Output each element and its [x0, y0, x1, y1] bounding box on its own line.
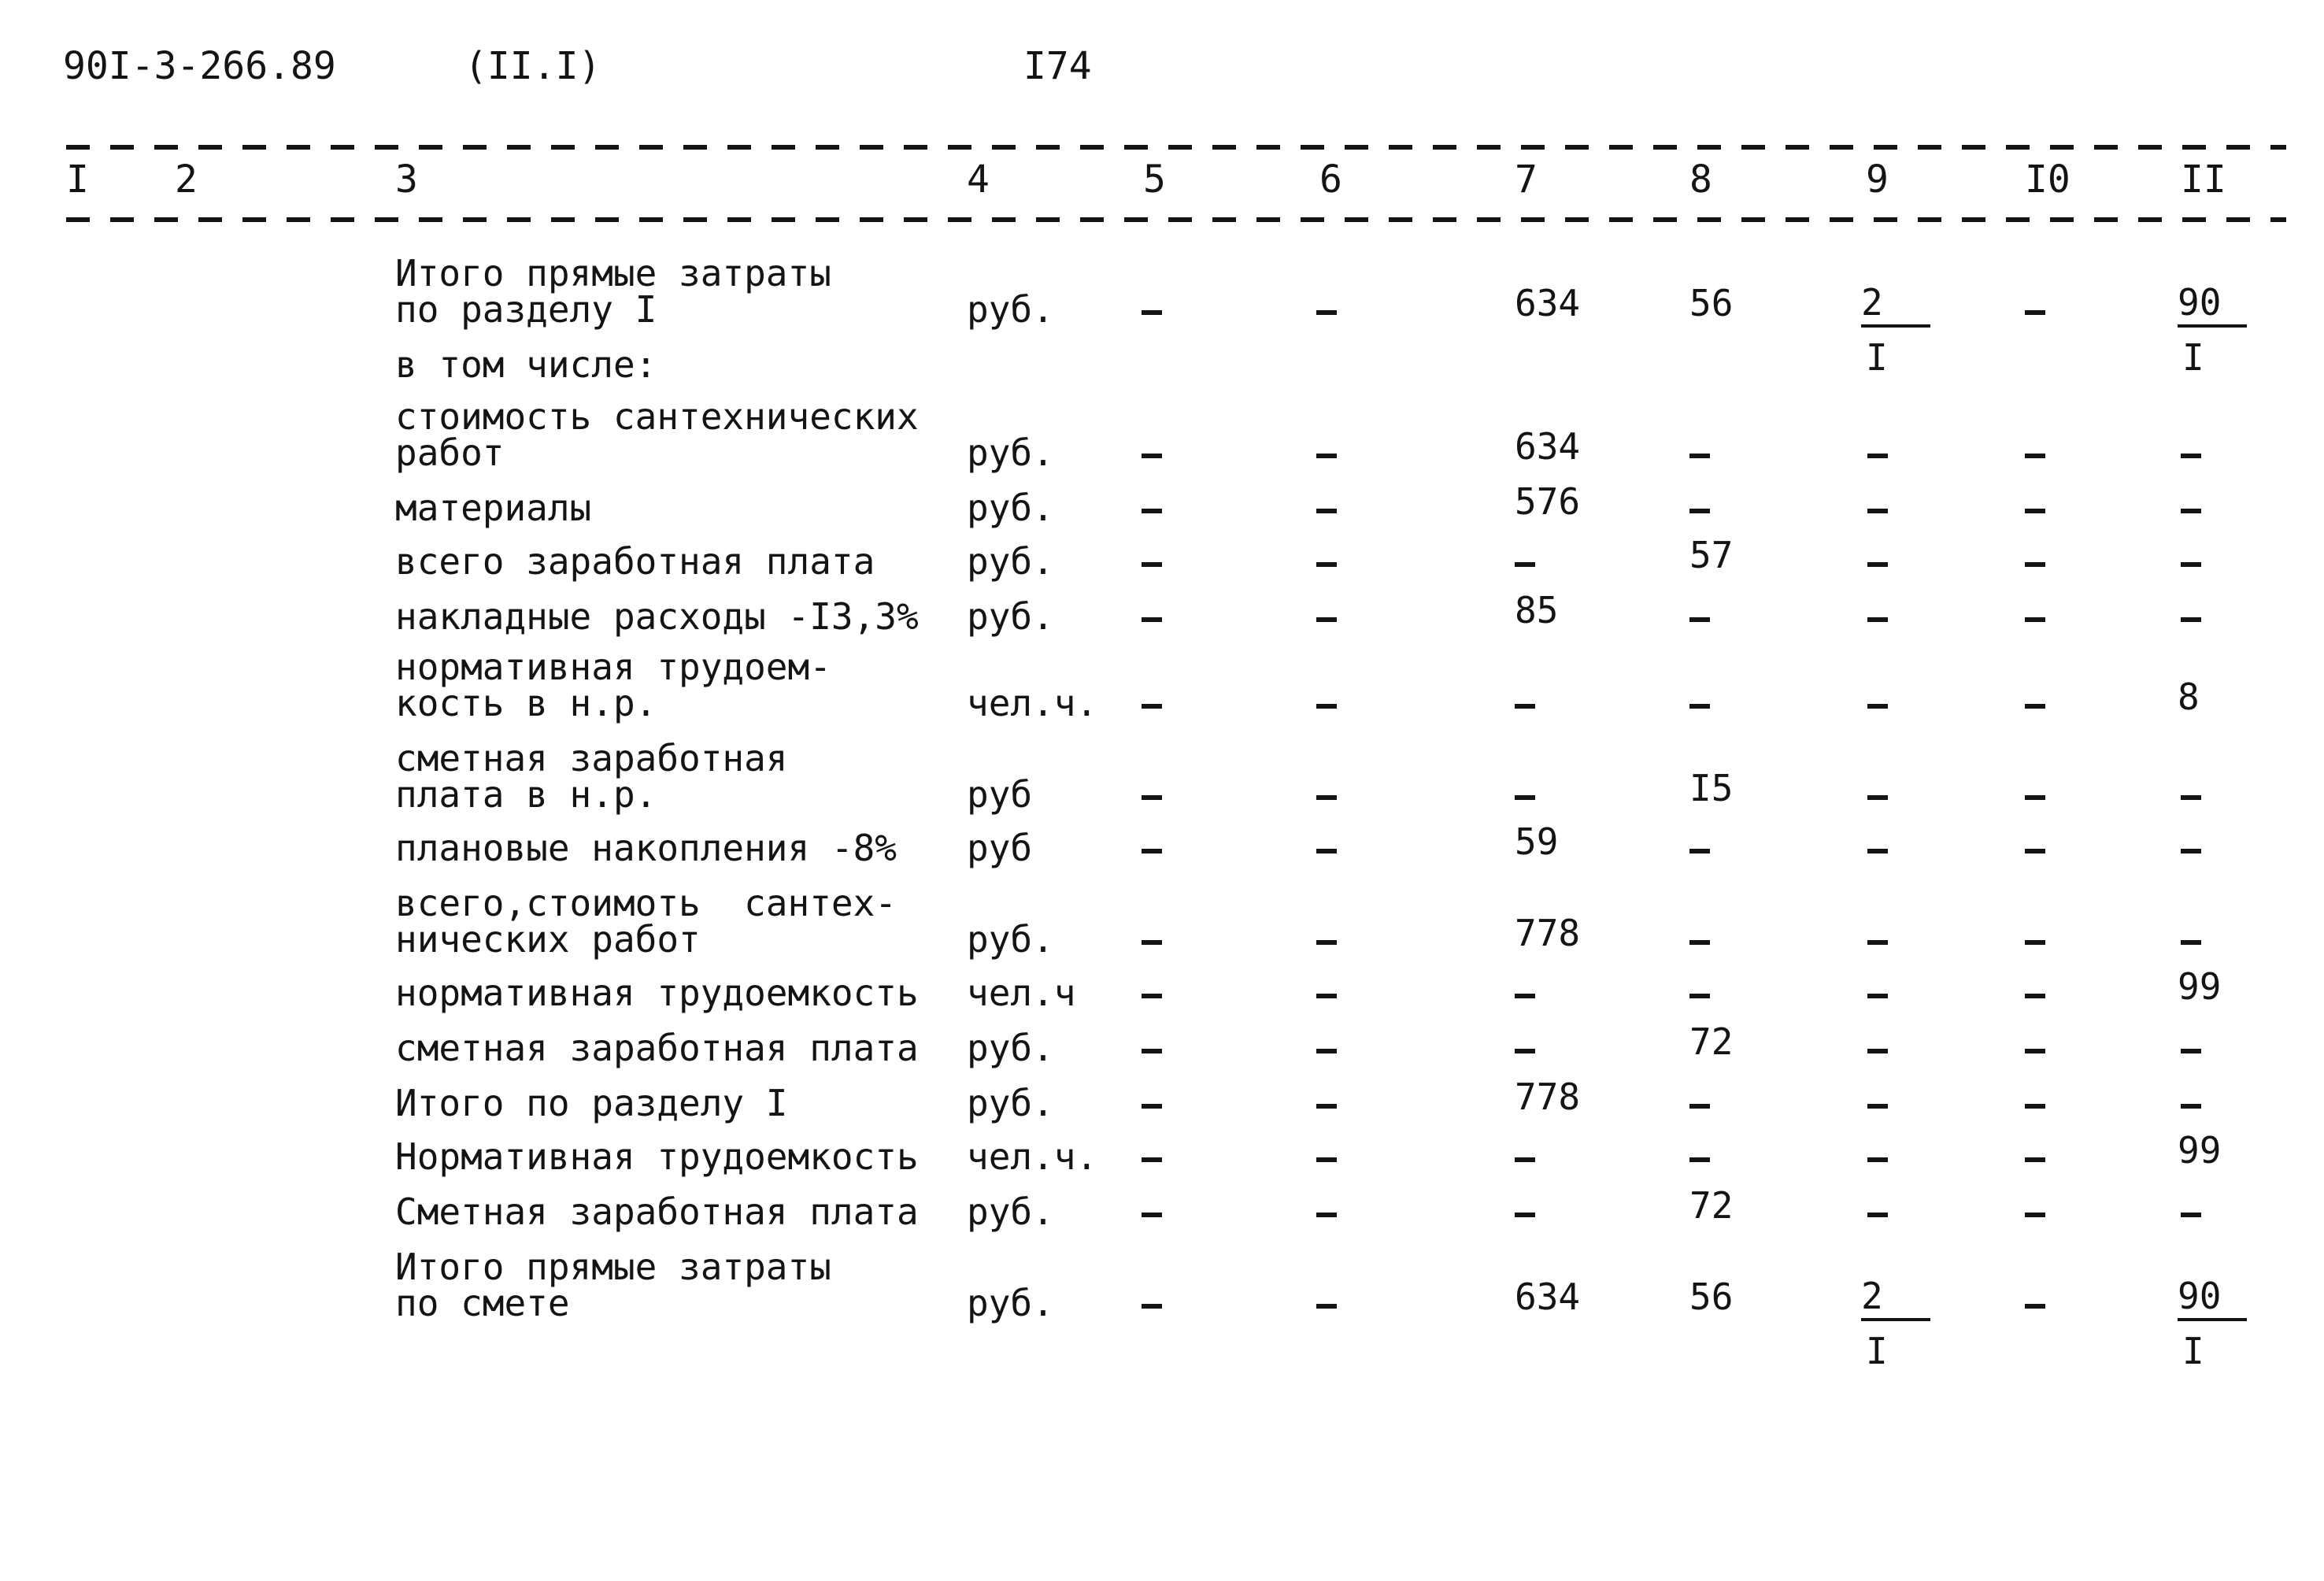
empty-cell-dash: [1142, 795, 1162, 800]
empty-cell-dash: [2181, 454, 2201, 458]
fraction-denominator: I: [2182, 1330, 2204, 1372]
cell-value: 778: [1515, 1076, 1581, 1118]
cell-value: I5: [1689, 767, 1734, 809]
column-header-11: II: [2181, 157, 2226, 202]
cell-value: 56: [1689, 1276, 1734, 1318]
empty-cell-dash: [1515, 994, 1535, 998]
row-description: Итого прямые затраты: [395, 1246, 831, 1288]
empty-cell-dash: [1316, 994, 1337, 998]
empty-cell-dash: [2181, 795, 2201, 800]
empty-cell-dash: [2025, 617, 2045, 622]
empty-cell-dash: [1867, 1049, 1888, 1053]
row-unit: руб.: [967, 431, 1054, 474]
empty-cell-dash: [2181, 849, 2201, 853]
empty-cell-dash: [1515, 1213, 1535, 1217]
empty-cell-dash: [2181, 562, 2201, 567]
column-header-4: 4: [967, 157, 990, 202]
document-code: 90I-3-266.89: [63, 44, 336, 88]
empty-cell-dash: [1316, 940, 1337, 945]
empty-cell-dash: [1689, 994, 1710, 998]
column-header-8: 8: [1689, 157, 1712, 202]
empty-cell-dash: [1316, 509, 1337, 513]
empty-cell-dash: [2025, 940, 2045, 945]
empty-cell-dash: [1316, 562, 1337, 567]
cell-value: 634: [1515, 425, 1581, 468]
empty-cell-dash: [1689, 1104, 1710, 1109]
row-unit: руб: [967, 773, 1033, 816]
empty-cell-dash: [1316, 795, 1337, 800]
empty-cell-dash: [1142, 1213, 1162, 1217]
row-unit: руб.: [967, 1190, 1054, 1233]
row-unit: чел.ч.: [967, 682, 1098, 724]
row-description: плата в н.р.: [395, 773, 657, 816]
empty-cell-dash: [1316, 849, 1337, 853]
row-unit: руб: [967, 827, 1033, 869]
section-reference: (II.I): [464, 44, 601, 88]
empty-cell-dash: [1316, 1049, 1337, 1053]
fraction-numerator: 90: [2178, 283, 2247, 328]
empty-cell-dash: [2181, 940, 2201, 945]
empty-cell-dash: [2025, 454, 2045, 458]
row-description: Итого прямые затраты: [395, 252, 831, 294]
empty-cell-dash: [2025, 849, 2045, 853]
empty-cell-dash: [1316, 310, 1337, 315]
empty-cell-dash: [1515, 1157, 1535, 1162]
fraction-numerator: 2: [1861, 1277, 1930, 1321]
fraction-numerator: 90: [2178, 1277, 2247, 1321]
row-description: накладные расходы -I3,3%: [395, 595, 919, 638]
empty-cell-dash: [1316, 1157, 1337, 1162]
row-unit: руб.: [967, 1282, 1054, 1324]
cell-value: 72: [1689, 1184, 1734, 1227]
row-description: по разделу I: [395, 288, 657, 331]
empty-cell-dash: [1689, 509, 1710, 513]
empty-cell-dash: [1316, 1304, 1337, 1309]
empty-cell-dash: [2025, 1049, 2045, 1053]
table-header-bottom-rule: [66, 217, 2286, 222]
empty-cell-dash: [1142, 1304, 1162, 1309]
cell-value: 634: [1515, 282, 1581, 324]
empty-cell-dash: [1316, 1104, 1337, 1109]
column-header-5: 5: [1143, 157, 1166, 202]
empty-cell-dash: [2181, 509, 2201, 513]
row-unit: руб.: [967, 595, 1054, 638]
cell-value: 59: [1515, 820, 1559, 863]
row-unit: чел.ч.: [967, 1135, 1098, 1178]
cell-value: 99: [2178, 965, 2222, 1008]
empty-cell-dash: [1142, 849, 1162, 853]
row-description: нормативная трудоемкость: [395, 972, 919, 1014]
column-header-9: 9: [1866, 157, 1889, 202]
row-description: сметная заработная плата: [395, 1027, 919, 1069]
empty-cell-dash: [1867, 849, 1888, 853]
empty-cell-dash: [1515, 704, 1535, 709]
empty-cell-dash: [1515, 562, 1535, 567]
row-unit: руб.: [967, 1082, 1054, 1124]
row-description: работ: [395, 431, 505, 474]
empty-cell-dash: [1689, 454, 1710, 458]
row-description: нормативная трудоем-: [395, 646, 831, 688]
empty-cell-dash: [2025, 704, 2045, 709]
column-header-1: I: [66, 157, 89, 202]
fraction-denominator: I: [2182, 336, 2204, 379]
empty-cell-dash: [1867, 994, 1888, 998]
empty-cell-dash: [2025, 994, 2045, 998]
fraction-value: [1861, 281, 1948, 379]
fraction-denominator: I: [1866, 1330, 1888, 1372]
row-description: в том числе:: [395, 343, 657, 386]
fraction-value: [1861, 1277, 1948, 1370]
empty-cell-dash: [1515, 1049, 1535, 1053]
empty-cell-dash: [1689, 940, 1710, 945]
row-unit: руб.: [967, 1027, 1054, 1069]
empty-cell-dash: [2181, 1049, 2201, 1053]
cell-value: 8: [2178, 676, 2200, 718]
empty-cell-dash: [1689, 617, 1710, 622]
cell-value: 99: [2178, 1129, 2222, 1172]
empty-cell-dash: [1867, 509, 1888, 513]
row-description: Итого по разделу I: [395, 1082, 788, 1124]
fraction-value: [2178, 281, 2264, 379]
cell-value: 576: [1515, 480, 1581, 523]
fraction-denominator: I: [1866, 336, 1888, 379]
empty-cell-dash: [1142, 1049, 1162, 1053]
empty-cell-dash: [1316, 1213, 1337, 1217]
empty-cell-dash: [1316, 454, 1337, 458]
empty-cell-dash: [1142, 509, 1162, 513]
cell-value: 72: [1689, 1020, 1734, 1063]
row-description: по смете: [395, 1282, 570, 1324]
cell-value: 57: [1689, 534, 1734, 576]
empty-cell-dash: [2025, 562, 2045, 567]
page-number: I74: [1023, 44, 1092, 88]
empty-cell-dash: [1142, 1157, 1162, 1162]
column-header-7: 7: [1515, 157, 1538, 202]
empty-cell-dash: [2025, 1157, 2045, 1162]
row-description: сметная заработная: [395, 737, 788, 779]
empty-cell-dash: [1867, 454, 1888, 458]
cell-value: 56: [1689, 282, 1734, 324]
empty-cell-dash: [1689, 849, 1710, 853]
empty-cell-dash: [1142, 562, 1162, 567]
empty-cell-dash: [2025, 1213, 2045, 1217]
empty-cell-dash: [1142, 310, 1162, 315]
empty-cell-dash: [1142, 940, 1162, 945]
fraction-numerator: 2: [1861, 283, 1930, 328]
column-header-2: 2: [175, 157, 198, 202]
empty-cell-dash: [1867, 1213, 1888, 1217]
cell-value: 778: [1515, 912, 1581, 954]
empty-cell-dash: [1316, 704, 1337, 709]
empty-cell-dash: [1142, 617, 1162, 622]
empty-cell-dash: [1689, 1157, 1710, 1162]
column-header-6: 6: [1319, 157, 1342, 202]
row-unit: чел.ч: [967, 972, 1076, 1014]
empty-cell-dash: [2025, 1104, 2045, 1109]
row-description: плановые накопления -8%: [395, 827, 897, 869]
row-unit: руб.: [967, 540, 1054, 583]
column-header-10: I0: [2025, 157, 2071, 202]
row-description: материалы: [395, 487, 592, 529]
empty-cell-dash: [2181, 1213, 2201, 1217]
empty-cell-dash: [1867, 617, 1888, 622]
empty-cell-dash: [2025, 509, 2045, 513]
empty-cell-dash: [2181, 1104, 2201, 1109]
row-description: Сметная заработная плата: [395, 1190, 919, 1233]
cell-value: 85: [1515, 589, 1559, 631]
empty-cell-dash: [2025, 310, 2045, 315]
empty-cell-dash: [1515, 795, 1535, 800]
empty-cell-dash: [2025, 795, 2045, 800]
fraction-value: [2178, 1277, 2264, 1370]
empty-cell-dash: [1316, 617, 1337, 622]
row-unit: руб.: [967, 487, 1054, 529]
empty-cell-dash: [1142, 454, 1162, 458]
empty-cell-dash: [1867, 1104, 1888, 1109]
row-description: нических работ: [395, 918, 701, 961]
empty-cell-dash: [1867, 795, 1888, 800]
empty-cell-dash: [1142, 994, 1162, 998]
empty-cell-dash: [1867, 940, 1888, 945]
empty-cell-dash: [1142, 704, 1162, 709]
row-description: всего,стоимоть сантех-: [395, 882, 897, 924]
empty-cell-dash: [1867, 1157, 1888, 1162]
cell-value: 634: [1515, 1276, 1581, 1318]
row-unit: руб.: [967, 288, 1054, 331]
row-description: кость в н.р.: [395, 682, 657, 724]
empty-cell-dash: [2181, 617, 2201, 622]
row-description: всего заработная плата: [395, 540, 875, 583]
row-description: Нормативная трудоемкость: [395, 1135, 919, 1178]
row-unit: руб.: [967, 918, 1054, 961]
empty-cell-dash: [1689, 704, 1710, 709]
empty-cell-dash: [1142, 1104, 1162, 1109]
empty-cell-dash: [2025, 1304, 2045, 1309]
empty-cell-dash: [1867, 704, 1888, 709]
row-description: стоимость сантехнических: [395, 395, 919, 438]
table-header-top-rule: [66, 145, 2286, 150]
column-header-3: 3: [395, 157, 418, 202]
empty-cell-dash: [1867, 562, 1888, 567]
